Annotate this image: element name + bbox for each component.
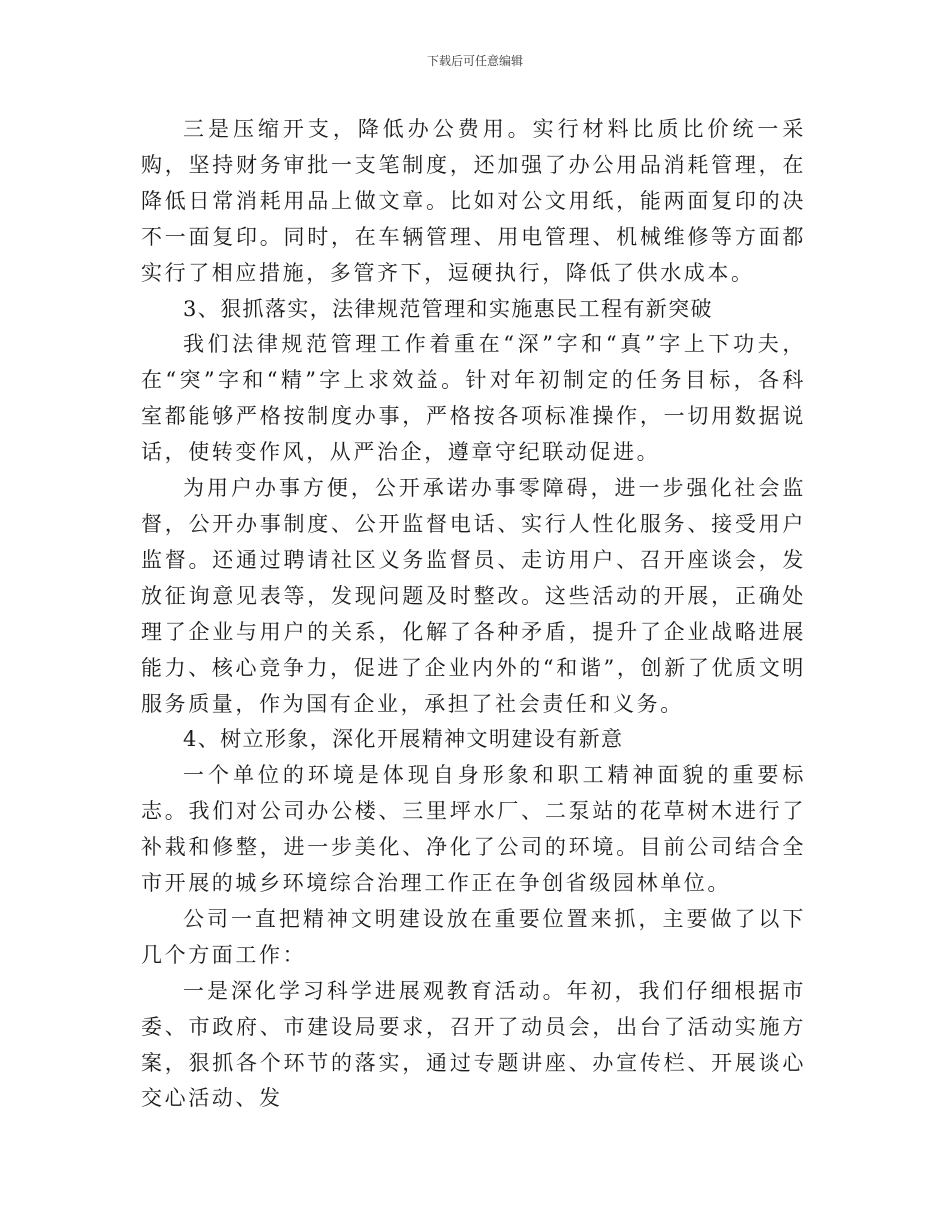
section-heading-4: 4、树立形象，深化开展精神文明建设有新意 [183, 727, 624, 752]
paragraph-user-service: 为用户办事方便，公开承诺办事零障碍，进一步强化社会监督，公开办事制度、公开监督电话、实行人性化服务、接受用户监督。还通过聘请社区义务监督员、走访用户、召开座谈会，发放征询意见表等，发现问题及时整改。这些活动的开展，正确处理了企业与用户的关系，化解了各种矛盾，提升了企业战略进展能力、核心竞争力，促进了企业内外的“和谐”，创新了优质文明服务质量，作为国有企业，承担了社会责任和义务。 [141, 476, 806, 716]
paragraph-study-activity: 一是深化学习科学进展观教育活动。年初，我们仔细根据市委、市政府、市建设局要求，召开了动员会，出台了活动实施方案，狠抓各个环节的落实，通过专题讲座、办宣传栏、开展谈心交心活动、发 [141, 978, 806, 1111]
page-header: 下载后可任意编辑 [426, 54, 523, 68]
paragraph-environment: 一个单位的环境是体现自身形象和职工精神面貌的重要标志。我们对公司办公楼、三里坪水厂、二泵站的花草树木进行了补栽和修整，进一步美化、净化了公司的环境。目前公司结合全市开展的城乡环境综合治理工作正在争创省级园林单位。 [141, 763, 806, 896]
section-heading-3: 3、狠抓落实，法律规范管理和实施惠民工程有新突破 [183, 296, 713, 321]
paragraph-civilization-intro: 公司一直把精神文明建设放在重要位置来抓，主要做了以下几个方面工作： [141, 906, 806, 967]
document-body [141, 112, 806, 1117]
paragraph-legal-management: 我们法律规范管理工作着重在“深”字和“真”字上下功夫，在“突”字和“精”字上求效益。针对年初制定的任务目标，各科室都能够严格按制度办事，严格按各项标准操作，一切用数据说话，使转变作风，从严治企，遵章守纪联动促进。 [141, 332, 806, 465]
paragraph-cost-reduction: 三是压缩开支，降低办公费用。实行材料比质比价统一采购，坚持财务审批一支笔制度，还加强了办公用品消耗管理，在降低日常消耗用品上做文章。比如对公文用纸，能两面复印的决不一面复印。同时，在车辆管理、用电管理、机械维修等方面都实行了相应措施，多管齐下，逗硬执行，降低了供水成本。 [141, 117, 806, 285]
